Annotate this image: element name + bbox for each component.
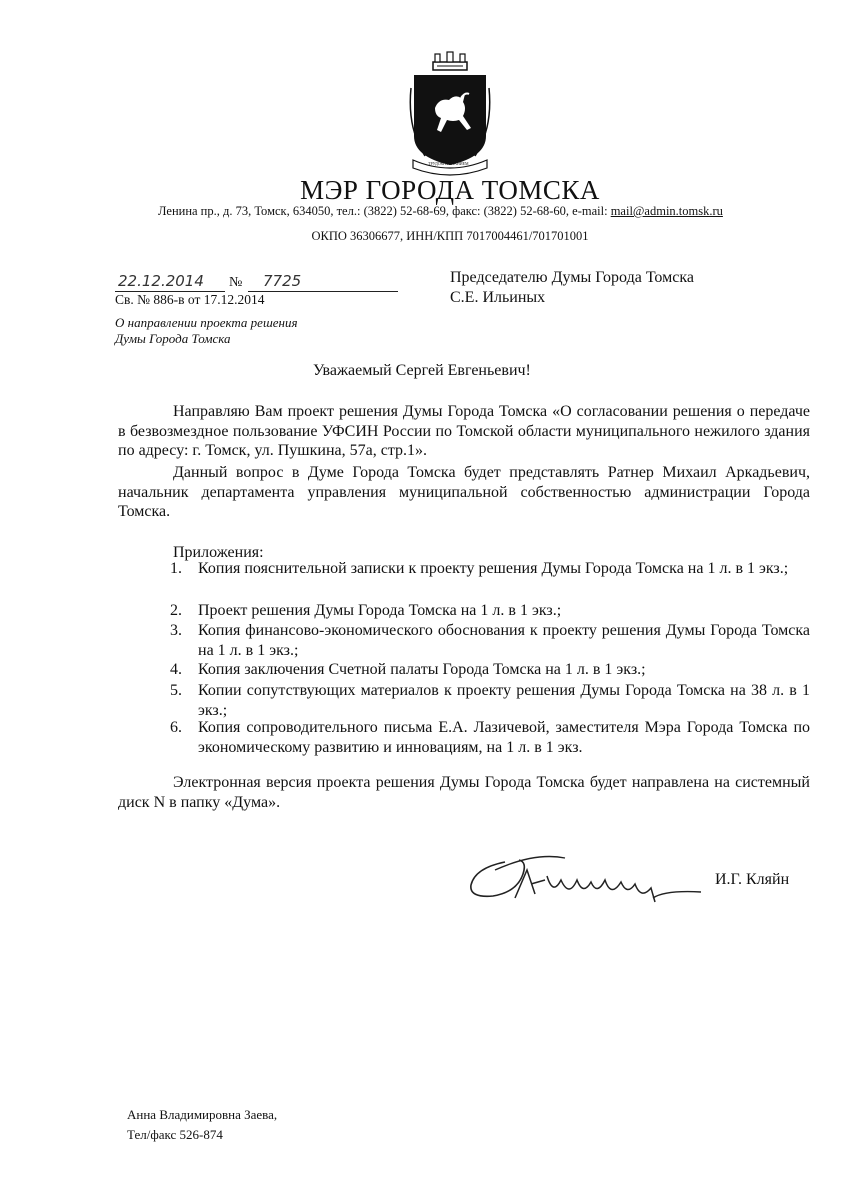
attachment-item bbox=[170, 621, 810, 661]
attachment-number: 4. bbox=[170, 661, 182, 678]
executor-phone: Тел/факс 526-874 bbox=[127, 1127, 223, 1142]
number-sign: № bbox=[229, 275, 243, 290]
attachment-number: 1. bbox=[170, 560, 182, 577]
mayor-title: МЭР ГОРОДА ТОМСКА bbox=[300, 175, 600, 205]
attachment-text: Копия финансово-экономического обоснования к проекту решения Думы Города Томска на 1 л. в 1 экз.; bbox=[198, 622, 810, 659]
body-paragraph: Электронная версия проекта решения Думы Города Томска будет направлена на системный диск N в папку «Дума». bbox=[118, 774, 810, 811]
subject-line: О направлении проекта решения bbox=[115, 315, 298, 330]
greeting: Уважаемый Сергей Евгеньевич! bbox=[313, 362, 531, 379]
okpo-line: ОКПО 36306677, ИНН/КПП 7017004461/701701001 bbox=[311, 229, 589, 243]
attachment-item bbox=[170, 601, 810, 621]
address-text: Ленина пр., д. 73, Томск, 634050, тел.: (3822) 52-68-69, факс: (3822) 52-68-60, e-mail: bbox=[158, 204, 611, 218]
attachment-number: 5. bbox=[170, 682, 182, 699]
signer-name: И.Г. Кляйн bbox=[715, 871, 790, 888]
handwritten-signature-icon bbox=[465, 840, 705, 910]
attachment-text: Копия заключения Счетной палаты Города Томска на 1 л. в 1 экз.; bbox=[198, 661, 646, 678]
number-underline bbox=[248, 291, 398, 292]
subject-line: Думы Города Томска bbox=[115, 331, 231, 346]
attachment-item bbox=[170, 559, 810, 599]
incoming-reference: Св. № 886-в от 17.12.2014 bbox=[115, 292, 265, 307]
attachment-item bbox=[170, 718, 810, 758]
addressee-name: С.Е. Ильиных bbox=[450, 289, 546, 306]
body-paragraph: Данный вопрос в Думе Города Томска будет представлять Ратнер Михаил Аркадьевич, начальник департамента управления муниципальной собственностью администрации Города Томска. bbox=[118, 464, 810, 520]
attachment-number: 2. bbox=[170, 602, 182, 619]
crest-motto: ТРУДОМ И ЗНАНИЕМ bbox=[428, 161, 469, 166]
handwritten-date: 22.12.2014 bbox=[118, 272, 204, 290]
attachment-text: Копии сопутствующих материалов к проекту решения Думы Города Томска на 38 л. в 1 экз.; bbox=[198, 682, 810, 719]
body-paragraph: Направляю Вам проект решения Думы Города Томска «О согласовании решения о передаче в безвозмездное пользование УФСИН России по Томской области муниципального нежилого здания по адресу: г. Томск, ул. Пушкина, 57а, стр.1». bbox=[118, 403, 810, 459]
attachment-number: 6. bbox=[170, 719, 182, 736]
attachment-text: Копия пояснительной записки к проекту решения Думы Города Томска на 1 л. в 1 экз.; bbox=[198, 560, 789, 577]
attachment-text: Копия сопроводительного письма Е.А. Лазичевой, заместителя Мэра Города Томска по экономическому развитию и инновациям, на 1 л. в 1 экз. bbox=[198, 719, 810, 756]
email-link[interactable]: mail@admin.tomsk.ru bbox=[610, 204, 723, 218]
attachment-number: 3. bbox=[170, 622, 182, 639]
addressee-title: Председателю Думы Города Томска bbox=[450, 269, 694, 286]
attachment-item bbox=[170, 681, 810, 721]
handwritten-number: 7725 bbox=[263, 272, 302, 290]
executor-name: Анна Владимировна Заева, bbox=[127, 1107, 278, 1122]
attachments-heading: Приложения: bbox=[173, 544, 264, 561]
attachment-item bbox=[170, 660, 810, 680]
address-line bbox=[158, 204, 723, 219]
attachment-text: Проект решения Думы Города Томска на 1 л. в 1 экз.; bbox=[198, 602, 562, 619]
tomsk-coat-of-arms-icon bbox=[405, 48, 495, 178]
